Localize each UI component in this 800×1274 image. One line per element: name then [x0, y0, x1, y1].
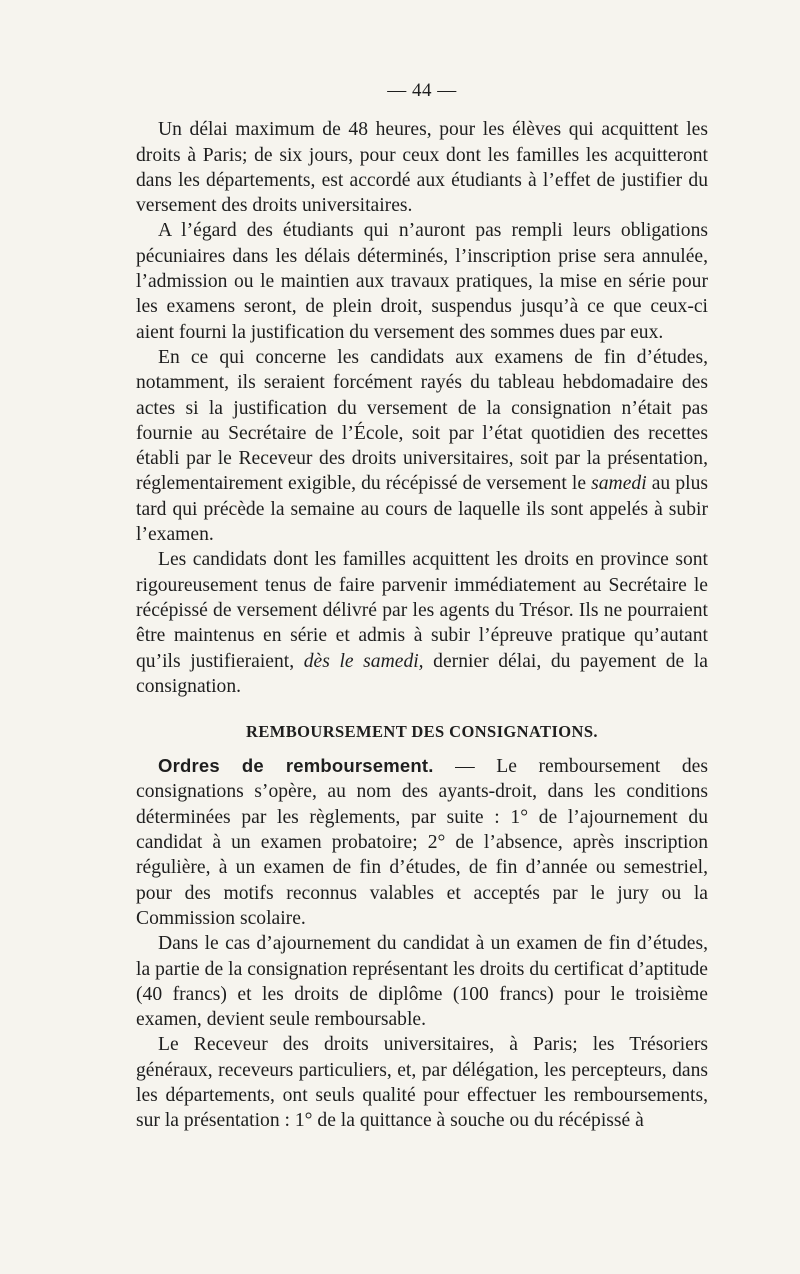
paragraph-obligations: A l’égard des étudiants qui n’auront pas rempli leurs obligations pécuniaires dans les délais déterminés, l’inscription prise sera annulée, l’admission ou le maintien aux travaux pratiques, la mise en série pour les examens seront, de plein droit, suspendus jusqu’à ce que ceux-ci aient fourni la justification du versement des sommes dues par eux.	[136, 220, 708, 343]
paragraph-ordres-remboursement	[136, 753, 708, 931]
paragraph-4-text-before: Les candidats dont les familles acquittent les droits en province sont rigoureusement tenus de faire parvenir immédiatement au Secrétaire le récépissé de versement délivré par les agents du Trésor. Ils ne pourraient être maintenus en série et admis à subir l’épreuve pratique qu’autant qu’ils justifieraient,	[136, 549, 708, 672]
document-page	[136, 78, 708, 1134]
paragraph-5-text: — Le remboursement des consignations s’opère, au nom des ayants-droit, dans les conditions déterminées par les règlements, par suite : 1° de l’ajournement du candidat à un examen probatoire; 2° de l’absence, après inscription régulière, à un examen de fin d’études, de fin d’année ou semestriel, pour des motifs reconnus valables et acceptés par le jury ou la Commission scolaire.	[136, 756, 708, 929]
emphasis-des-le-samedi: dès le samedi,	[303, 650, 424, 672]
paragraph-4-text-after: dernier délai, du payement de la consignation.	[136, 650, 708, 697]
paragraph-candidats-fin-etudes	[136, 345, 708, 547]
emphasis-samedi: samedi	[591, 473, 647, 495]
page-number: — 44 —	[387, 80, 457, 101]
paragraph-3-text-before: En ce qui concerne les candidats aux examens de fin d’études, notamment, ils seraient forcément rayés du tableau hebdomadaire des actes si la justification du versement de la consignation n’était pas fournie au Secrétaire de l’École, soit par l’état quotidien des recettes établi par le Receveur des droits universitaires, soit par la présentation, réglementairement exigible, du récépissé de versement le	[136, 346, 708, 495]
paragraph-receveur: Le Receveur des droits universitaires, à Paris; les Trésoriers généraux, receveurs particuliers, et, par délégation, les percepteurs, dans les départements, ont seuls qualité pour effectuer les remboursements, sur la présentation : 1° de la quittance à souche ou du récépissé à	[136, 1034, 708, 1132]
paragraph-delai: Un délai maximum de 48 heures, pour les élèves qui acquittent les droits à Paris; de six jours, pour ceux dont les familles les acquitteront dans les départements, est accordé aux étudiants à l’effet de justifier du versement des droits universitaires.	[136, 119, 708, 217]
paragraph-ajournement: Dans le cas d’ajournement du candidat à un examen de fin d’études, la partie de la consignation représentant les droits du certificat d’aptitude (40 francs) et les droits de diplôme (100 francs) pour le troisième examen, devient seule remboursable.	[136, 933, 708, 1031]
subheading-ordres: Ordres de remboursement.	[158, 755, 434, 777]
section-heading: REMBOURSEMENT DES CONSIGNATIONS.	[246, 722, 598, 742]
paragraph-3-text-after: au plus tard qui précède la semaine au cours de laquelle ils sont appelés à subir l’examen.	[136, 473, 708, 546]
paragraph-candidats-province	[136, 547, 708, 699]
